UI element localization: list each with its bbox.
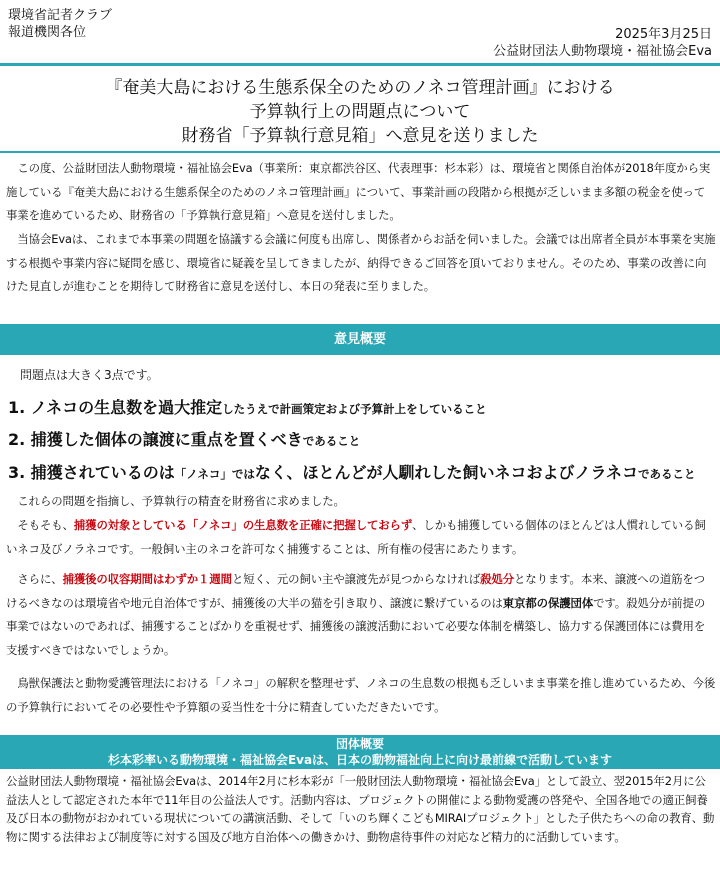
summary-heading: 意見概要 <box>0 324 720 355</box>
para-b-1: さらに、 <box>17 572 63 586</box>
point-1-sub: したうえで計画策定および予算計上をしていること <box>222 402 487 416</box>
point-2-sub: であること <box>302 434 361 448</box>
point-3 <box>8 462 696 485</box>
para-b-5: となります。本来、譲渡への道筋をつけるべきなのは環境省や地元自治体ですが、捕獲後の大半の猫を引き取り、譲渡に繋げているのは <box>6 572 706 610</box>
intro-paragraph-1: この度、公益財団法人動物環境・福祉協会Eva（事業所：東京都渋谷区、代表理事：杉本彩）は、環境省と関係自治体が2018年度から実施している『奄美大島における生態系保全のためのノネコ管理計画』について、事業計画の段階から根拠が乏しいまま多額の税金を使って事業を進めているため、財務省の「予算執行意見箱」へ意見を送付しました。 <box>6 161 711 222</box>
org-subheading: 杉本彩率いる動物環境・福祉協会Evaは、日本の動物福祉向上に向け最前線で活動しています <box>107 753 613 767</box>
point-2 <box>8 429 360 452</box>
org-heading: 団体概要 <box>335 737 384 751</box>
point-3-part-d: であること <box>638 467 696 481</box>
point-1 <box>8 397 487 420</box>
para-b-7: です。殺処分が前提の事業ではないのであれば、捕獲することばかりを重視せず、捕獲後の譲渡活動において必要な体制を構築し、協力する保護団体には費用を支援すべきではないでしょうか。 <box>6 595 706 657</box>
title-line-2: 予算執行上の問題点について <box>249 102 471 122</box>
recipient-press-club: 環境省記者クラブ <box>8 8 113 23</box>
title-divider <box>0 151 720 153</box>
para-a-3: 、しかも捕獲している個体のほとんどは人慣れしている飼いネコ及びノラネコです。一般飼い主のネコを許可なく捕獲することは、所有権の侵害にあたります。 <box>6 518 706 556</box>
release-date: 2025年3月25日 <box>615 27 712 42</box>
para-b-emphasis-holding: 捕獲後の収容期間はわずか１週間 <box>62 572 232 586</box>
summary-paragraph-a <box>6 514 716 561</box>
intro-paragraph-2: 当協会Evaは、これまで本事業の問題を協議する会議に何度も出席し、関係者からお話を伺いました。会議では出席者全員が本事業を実施する根拠や事業内容に疑問を感じ、環境省に疑義を呈してきましたが、納得できるご回答を頂いておりません。そのため、事業の改善に向けた見直しが進むことを期待して財務省に意見を送付し、本日の発表に至りました。 <box>6 232 716 293</box>
header-divider <box>0 63 720 66</box>
para-b-3: と短く、元の飼い主や譲渡先が見つからなければ <box>231 572 481 586</box>
para-b-emphasis-tokyo: 東京都の保護団体 <box>502 595 594 610</box>
summary-paragraph-c: 鳥獣保護法と動物愛護管理法における「ノネコ」の解釈を整理せず、ノネコの生息数の根拠も乏しいまま事業を推し進めているため、今後の予算執行においてその必要性や予算額の妥当性を十分に精査していただきたいです。 <box>6 676 716 714</box>
point-2-main: 2. 捕獲した個体の譲渡に重点を置くべき <box>8 430 303 449</box>
org-heading-band <box>0 735 720 769</box>
title-line-3: 財務省「予算執行意見箱」へ意見を送りました <box>181 126 539 146</box>
point-3-part-a: 3. 捕獲されているのは <box>8 463 175 482</box>
page-title <box>0 76 720 148</box>
recipient-block <box>8 7 112 41</box>
summary-paragraph-b <box>6 568 716 662</box>
summary-request: これらの問題を指摘し、予算執行の精査を財務省に求めました。 <box>17 494 345 508</box>
para-a-emphasis: 捕獲の対象としている「ノネコ」の生息数を正確に把握しておらず <box>73 518 413 532</box>
recipient-press: 報道機関各位 <box>8 25 87 40</box>
title-line-1: 『奄美大島における生態系保全のためのノネコ管理計画』における <box>105 78 615 98</box>
document-header <box>0 0 720 66</box>
summary-lead: 問題点は大きく3点です。 <box>20 368 159 382</box>
para-a-1: そもそも、 <box>17 518 74 532</box>
org-body: 公益財団法人動物環境・福祉協会Evaは、2014年2月に杉本彩が「一般財団法人動物環境・福祉協会Eva」として設立、翌2015年2月に公益法人として認定された本年で11年目の公益法人です。活動内容は、プロジェクトの開催による動物愛護の啓発や、全国各地での適正飼養及び日本の動物がおかれている現状についての講演活動、そして「いのち輝くこどもMIRAIプロジェクト」とした子供たちへの命の教育、動物に関する法律および制度等に対する国及び地方自治体への働きかけ、動物虐待事件の対応など精力的に活動しています。 <box>6 774 715 844</box>
para-b-emphasis-kill: 殺処分 <box>480 572 514 586</box>
point-1-main: 1. ノネコの生息数を過大推定 <box>8 398 223 417</box>
point-3-part-c: なく、ほとんどが人馴れした飼いネコおよびノラネコ <box>254 463 639 482</box>
sender-block <box>493 26 712 60</box>
point-3-part-b: 「ノネコ」では <box>174 467 255 481</box>
sender-org: 公益財団法人動物環境・福祉協会Eva <box>493 44 712 59</box>
